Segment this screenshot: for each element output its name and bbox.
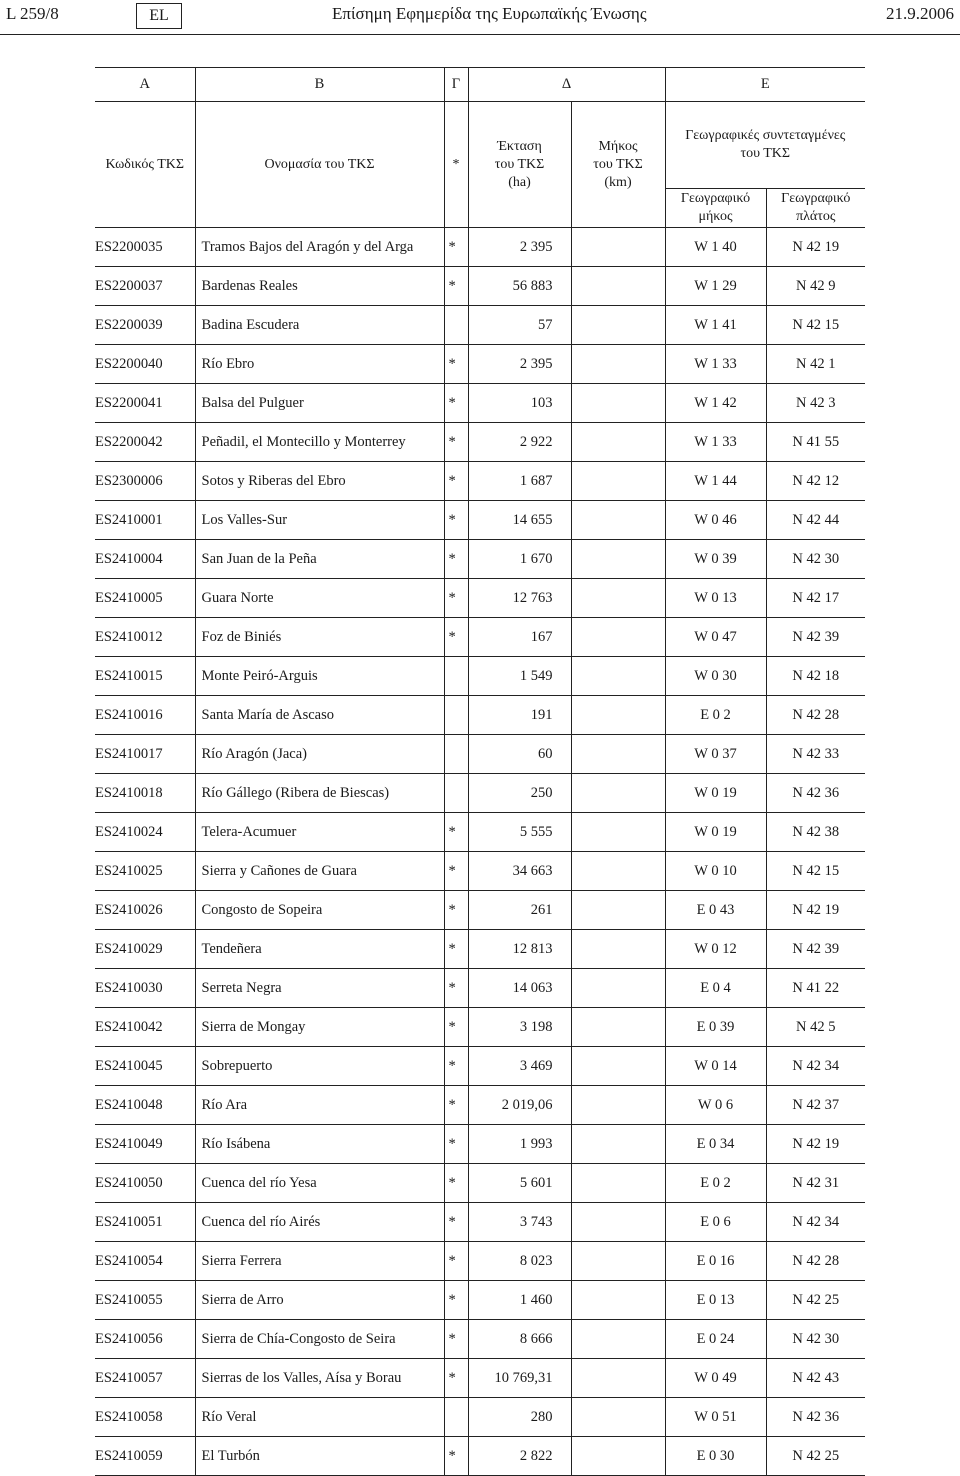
header-latitude-line1: Γεωγραφικό [781, 191, 851, 206]
site-name: Río Veral [195, 1398, 444, 1437]
site-longitude: W 1 44 [665, 462, 766, 501]
site-length [571, 423, 665, 462]
site-code: ES2410045 [95, 1047, 195, 1086]
site-length [571, 384, 665, 423]
site-longitude: E 0 43 [665, 891, 766, 930]
site-length [571, 1203, 665, 1242]
priority-star: * [444, 384, 468, 423]
site-area: 103 [468, 384, 571, 423]
site-longitude: W 0 46 [665, 501, 766, 540]
priority-star: * [444, 1047, 468, 1086]
priority-star: * [444, 930, 468, 969]
language-code-box: EL [136, 3, 182, 29]
page-header [0, 0, 960, 36]
site-latitude: N 42 34 [766, 1047, 865, 1086]
site-longitude: W 1 40 [665, 228, 766, 267]
site-length [571, 618, 665, 657]
table-body [95, 228, 865, 1476]
site-length [571, 345, 665, 384]
site-area: 250 [468, 774, 571, 813]
site-length [571, 852, 665, 891]
priority-star: * [444, 1203, 468, 1242]
table-row [95, 501, 865, 540]
site-code: ES2200035 [95, 228, 195, 267]
site-longitude: E 0 2 [665, 696, 766, 735]
table-row [95, 735, 865, 774]
site-name: Sierras de los Valles, Aísa y Borau [195, 1359, 444, 1398]
site-code: ES2300006 [95, 462, 195, 501]
site-length [571, 813, 665, 852]
site-latitude: N 42 9 [766, 267, 865, 306]
site-area: 167 [468, 618, 571, 657]
site-longitude: W 0 49 [665, 1359, 766, 1398]
site-area: 5 601 [468, 1164, 571, 1203]
site-code: ES2410054 [95, 1242, 195, 1281]
site-area: 3 198 [468, 1008, 571, 1047]
site-latitude: N 41 55 [766, 423, 865, 462]
site-length [571, 930, 665, 969]
site-name: Sobrepuerto [195, 1047, 444, 1086]
table-row [95, 1242, 865, 1281]
table-row [95, 462, 865, 501]
header-code: Κωδικός ΤΚΣ [105, 156, 185, 172]
site-area: 2 922 [468, 423, 571, 462]
site-code: ES2410005 [95, 579, 195, 618]
site-area: 10 769,31 [468, 1359, 571, 1398]
header-area-line1: Έκταση [497, 138, 542, 154]
priority-star: * [444, 1320, 468, 1359]
site-latitude: N 42 12 [766, 462, 865, 501]
priority-star: * [444, 228, 468, 267]
header-coordinates-line2: του ΤΚΣ [740, 146, 791, 161]
site-length [571, 969, 665, 1008]
site-latitude: N 42 38 [766, 813, 865, 852]
site-latitude: N 42 15 [766, 852, 865, 891]
site-latitude: N 42 19 [766, 1125, 865, 1164]
table-row [95, 1086, 865, 1125]
site-length [571, 657, 665, 696]
site-latitude: N 42 19 [766, 228, 865, 267]
site-area: 1 687 [468, 462, 571, 501]
table-row [95, 1359, 865, 1398]
site-longitude: W 0 37 [665, 735, 766, 774]
site-code: ES2410055 [95, 1281, 195, 1320]
site-area: 14 063 [468, 969, 571, 1008]
header-length-line1: Μήκος [598, 138, 638, 154]
priority-star: * [444, 618, 468, 657]
site-area: 12 813 [468, 930, 571, 969]
site-longitude: W 0 10 [665, 852, 766, 891]
site-latitude: N 42 17 [766, 579, 865, 618]
site-area: 3 469 [468, 1047, 571, 1086]
site-longitude: E 0 13 [665, 1281, 766, 1320]
site-code: ES2410029 [95, 930, 195, 969]
site-name: Los Valles-Sur [195, 501, 444, 540]
site-area: 3 743 [468, 1203, 571, 1242]
priority-star: * [444, 969, 468, 1008]
site-length [571, 1437, 665, 1476]
priority-star: * [444, 579, 468, 618]
site-name: Bardenas Reales [195, 267, 444, 306]
site-code: ES2410051 [95, 1203, 195, 1242]
site-latitude: N 42 1 [766, 345, 865, 384]
site-length [571, 774, 665, 813]
site-latitude: N 42 36 [766, 1398, 865, 1437]
site-longitude: W 0 12 [665, 930, 766, 969]
column-letters-row [95, 68, 865, 102]
site-area: 2 395 [468, 228, 571, 267]
site-latitude: N 42 28 [766, 696, 865, 735]
priority-star [444, 774, 468, 813]
page-reference: L 259/8 [6, 4, 59, 23]
header-longitude-line1: Γεωγραφικό [680, 191, 751, 206]
table-row [95, 306, 865, 345]
site-latitude: N 42 30 [766, 540, 865, 579]
table-row [95, 618, 865, 657]
site-name: Sierra de Mongay [195, 1008, 444, 1047]
priority-star: * [444, 852, 468, 891]
publication-date: 21.9.2006 [886, 4, 954, 23]
table-row [95, 774, 865, 813]
site-code: ES2410049 [95, 1125, 195, 1164]
site-area: 34 663 [468, 852, 571, 891]
site-area: 261 [468, 891, 571, 930]
site-latitude: N 42 31 [766, 1164, 865, 1203]
header-area-line3: (ha) [508, 174, 531, 190]
header-length [571, 102, 665, 228]
priority-star: * [444, 1281, 468, 1320]
site-area: 1 549 [468, 657, 571, 696]
site-length [571, 1086, 665, 1125]
table-row [95, 423, 865, 462]
table-row [95, 228, 865, 267]
site-latitude: N 41 22 [766, 969, 865, 1008]
header-length-line2: του ΤΚΣ [593, 156, 643, 172]
site-name: Peñadil, el Montecillo y Monterrey [195, 423, 444, 462]
table-row [95, 891, 865, 930]
site-name: Tendeñera [195, 930, 444, 969]
site-area: 8 023 [468, 1242, 571, 1281]
site-longitude: W 0 19 [665, 813, 766, 852]
site-name: Cuenca del río Yesa [195, 1164, 444, 1203]
site-length [571, 1047, 665, 1086]
letter-gamma: Γ [444, 68, 468, 102]
site-code: ES2200037 [95, 267, 195, 306]
priority-star: * [444, 891, 468, 930]
site-area: 60 [468, 735, 571, 774]
table-row [95, 384, 865, 423]
table-row [95, 1008, 865, 1047]
header-coordinates-line1: Γεωγραφικές συντεταγμένες [685, 128, 846, 143]
site-area: 12 763 [468, 579, 571, 618]
site-code: ES2410042 [95, 1008, 195, 1047]
table-row [95, 1437, 865, 1476]
site-longitude: E 0 30 [665, 1437, 766, 1476]
site-area: 2 822 [468, 1437, 571, 1476]
site-longitude: W 0 30 [665, 657, 766, 696]
header-coordinates [665, 102, 865, 189]
site-name: Foz de Biniés [195, 618, 444, 657]
site-name: Tramos Bajos del Aragón y del Arga [195, 228, 444, 267]
site-latitude: N 42 37 [766, 1086, 865, 1125]
header-area-line2: του ΤΚΣ [494, 156, 545, 172]
table-row [95, 1203, 865, 1242]
site-name: Congosto de Sopeira [195, 891, 444, 930]
priority-star: * [444, 1359, 468, 1398]
site-latitude: N 42 18 [766, 657, 865, 696]
priority-star: * [444, 1125, 468, 1164]
site-latitude: N 42 25 [766, 1437, 865, 1476]
header-length-line3: (km) [604, 174, 632, 190]
site-longitude: W 0 6 [665, 1086, 766, 1125]
journal-title: Επίσημη Εφημερίδα της Ευρωπαϊκής Ένωσης [332, 4, 647, 23]
site-longitude: W 0 39 [665, 540, 766, 579]
site-name: Sierra Ferrera [195, 1242, 444, 1281]
table-row [95, 540, 865, 579]
site-code: ES2410004 [95, 540, 195, 579]
table-row [95, 852, 865, 891]
site-longitude: E 0 2 [665, 1164, 766, 1203]
site-latitude: N 42 19 [766, 891, 865, 930]
site-length [571, 267, 665, 306]
site-longitude: W 0 14 [665, 1047, 766, 1086]
site-longitude: W 1 41 [665, 306, 766, 345]
site-length [571, 1125, 665, 1164]
header-latitude [766, 189, 865, 228]
table-row [95, 969, 865, 1008]
site-length [571, 462, 665, 501]
site-area: 2 395 [468, 345, 571, 384]
site-latitude: N 42 34 [766, 1203, 865, 1242]
site-longitude: W 0 47 [665, 618, 766, 657]
site-length [571, 579, 665, 618]
priority-star: * [444, 423, 468, 462]
priority-star: * [444, 1008, 468, 1047]
table-row [95, 1281, 865, 1320]
site-name: Badina Escudera [195, 306, 444, 345]
site-longitude: W 0 19 [665, 774, 766, 813]
site-latitude: N 42 33 [766, 735, 865, 774]
site-name: San Juan de la Peña [195, 540, 444, 579]
site-name: Río Ebro [195, 345, 444, 384]
site-code: ES2200042 [95, 423, 195, 462]
site-length [571, 306, 665, 345]
site-code: ES2410016 [95, 696, 195, 735]
letter-a: A [139, 76, 150, 92]
priority-star: * [444, 501, 468, 540]
site-latitude: N 42 36 [766, 774, 865, 813]
site-code: ES2410012 [95, 618, 195, 657]
table-row [95, 696, 865, 735]
site-name: Sierra de Chía-Congosto de Seira [195, 1320, 444, 1359]
priority-star [444, 696, 468, 735]
table-row [95, 1164, 865, 1203]
site-code: ES2200041 [95, 384, 195, 423]
site-area: 57 [468, 306, 571, 345]
header-latitude-line2: πλάτος [796, 209, 836, 224]
site-latitude: N 42 39 [766, 618, 865, 657]
site-longitude: W 1 29 [665, 267, 766, 306]
site-latitude: N 42 5 [766, 1008, 865, 1047]
site-code: ES2410018 [95, 774, 195, 813]
site-area: 56 883 [468, 267, 571, 306]
site-longitude: W 1 33 [665, 345, 766, 384]
site-length [571, 501, 665, 540]
priority-star: * [444, 540, 468, 579]
letter-b: B [195, 68, 444, 102]
site-longitude: E 0 16 [665, 1242, 766, 1281]
site-name: Telera-Acumuer [195, 813, 444, 852]
site-area: 8 666 [468, 1320, 571, 1359]
site-code: ES2410017 [95, 735, 195, 774]
site-name: Sierra y Cañones de Guara [195, 852, 444, 891]
site-code: ES2410001 [95, 501, 195, 540]
site-length [571, 1320, 665, 1359]
site-longitude: E 0 34 [665, 1125, 766, 1164]
column-headers-row [95, 102, 865, 189]
priority-star: * [444, 345, 468, 384]
table-row [95, 813, 865, 852]
site-longitude: E 0 39 [665, 1008, 766, 1047]
site-name: Sotos y Riberas del Ebro [195, 462, 444, 501]
site-area: 1 670 [468, 540, 571, 579]
letter-e: E [665, 68, 865, 102]
site-latitude: N 42 30 [766, 1320, 865, 1359]
table-row [95, 267, 865, 306]
site-longitude: W 1 33 [665, 423, 766, 462]
priority-star: * [444, 462, 468, 501]
site-code: ES2410057 [95, 1359, 195, 1398]
site-longitude: W 0 51 [665, 1398, 766, 1437]
site-longitude: E 0 24 [665, 1320, 766, 1359]
site-latitude: N 42 39 [766, 930, 865, 969]
site-latitude: N 42 25 [766, 1281, 865, 1320]
site-length [571, 735, 665, 774]
header-longitude-line2: μήκος [698, 209, 733, 224]
site-code: ES2410059 [95, 1437, 195, 1476]
site-area: 280 [468, 1398, 571, 1437]
site-latitude: N 42 44 [766, 501, 865, 540]
site-area: 1 993 [468, 1125, 571, 1164]
site-length [571, 1164, 665, 1203]
site-length [571, 696, 665, 735]
site-code: ES2410056 [95, 1320, 195, 1359]
priority-star [444, 735, 468, 774]
site-name: Serreta Negra [195, 969, 444, 1008]
header-longitude [665, 189, 766, 228]
header-rule [0, 34, 960, 35]
site-latitude: N 42 15 [766, 306, 865, 345]
site-longitude: E 0 4 [665, 969, 766, 1008]
table-row [95, 345, 865, 384]
site-code: ES2410058 [95, 1398, 195, 1437]
site-code: ES2200040 [95, 345, 195, 384]
site-length [571, 1008, 665, 1047]
site-latitude: N 42 43 [766, 1359, 865, 1398]
priority-star [444, 306, 468, 345]
site-latitude: N 42 3 [766, 384, 865, 423]
site-length [571, 228, 665, 267]
priority-star [444, 657, 468, 696]
site-longitude: W 1 42 [665, 384, 766, 423]
site-length [571, 891, 665, 930]
site-area: 1 460 [468, 1281, 571, 1320]
table-row [95, 657, 865, 696]
table-row [95, 1125, 865, 1164]
site-name: Río Gállego (Ribera de Biescas) [195, 774, 444, 813]
priority-star: * [444, 1242, 468, 1281]
site-code: ES2410048 [95, 1086, 195, 1125]
table-row [95, 579, 865, 618]
site-name: Santa María de Ascaso [195, 696, 444, 735]
site-code: ES2410030 [95, 969, 195, 1008]
site-code: ES2410025 [95, 852, 195, 891]
header-name: Ονομασία του ΤΚΣ [195, 102, 444, 228]
site-area: 14 655 [468, 501, 571, 540]
site-length [571, 1359, 665, 1398]
table-row [95, 930, 865, 969]
site-name: Sierra de Arro [195, 1281, 444, 1320]
site-name: Río Aragón (Jaca) [195, 735, 444, 774]
letter-delta: Δ [468, 68, 665, 102]
site-name: Río Isábena [195, 1125, 444, 1164]
site-name: Guara Norte [195, 579, 444, 618]
header-area [468, 102, 571, 228]
site-name: El Turbón [195, 1437, 444, 1476]
site-area: 2 019,06 [468, 1086, 571, 1125]
site-longitude: W 0 13 [665, 579, 766, 618]
site-code: ES2410015 [95, 657, 195, 696]
site-length [571, 540, 665, 579]
priority-star: * [444, 1086, 468, 1125]
sites-table [95, 67, 865, 1476]
header-star: * [444, 102, 468, 228]
site-name: Cuenca del río Airés [195, 1203, 444, 1242]
site-length [571, 1242, 665, 1281]
site-area: 191 [468, 696, 571, 735]
site-code: ES2410024 [95, 813, 195, 852]
site-code: ES2410050 [95, 1164, 195, 1203]
site-area: 5 555 [468, 813, 571, 852]
priority-star: * [444, 1164, 468, 1203]
priority-star: * [444, 1437, 468, 1476]
priority-star: * [444, 813, 468, 852]
site-code: ES2410026 [95, 891, 195, 930]
site-name: Río Ara [195, 1086, 444, 1125]
priority-star: * [444, 267, 468, 306]
site-name: Monte Peiró-Arguis [195, 657, 444, 696]
site-code: ES2200039 [95, 306, 195, 345]
table-row [95, 1320, 865, 1359]
site-longitude: E 0 6 [665, 1203, 766, 1242]
site-length [571, 1281, 665, 1320]
site-name: Balsa del Pulguer [195, 384, 444, 423]
site-latitude: N 42 28 [766, 1242, 865, 1281]
table-row [95, 1047, 865, 1086]
